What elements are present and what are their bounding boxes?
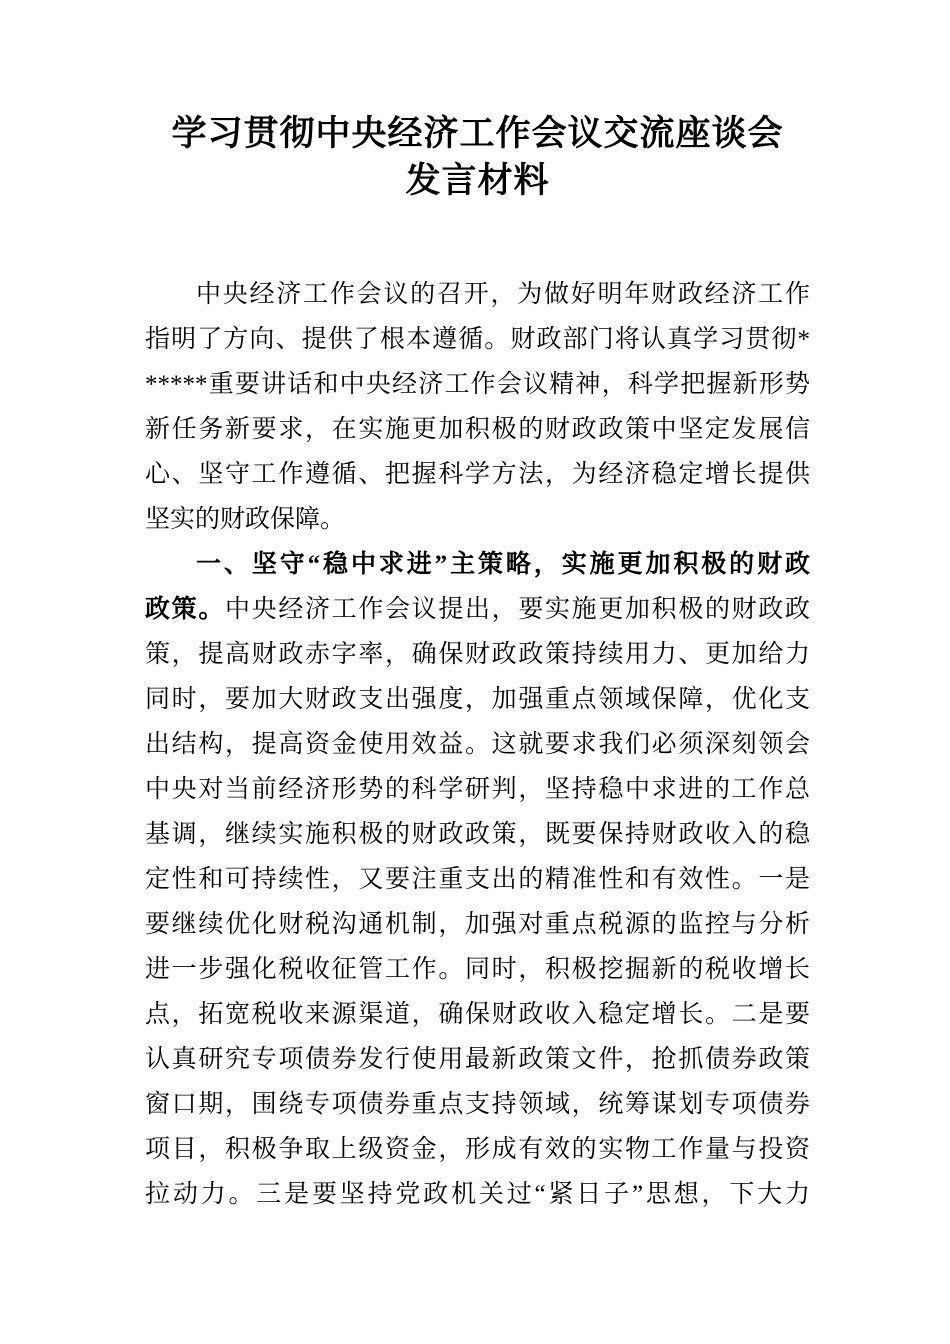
body-line: [145, 812, 810, 857]
body-line: [145, 452, 810, 497]
body-line: [145, 1082, 810, 1127]
body-line: [145, 992, 810, 1037]
text-segment: 认真研究专项债券发行使用最新政策文件，抢抓债券政策: [145, 1046, 810, 1073]
text-segment: 策，提高财政赤字率，确保财政政策持续用力、更加给力: [145, 641, 810, 668]
bold-text-segment: 一、坚守“稳中求进”主策略，实施更加积极的财政: [196, 551, 810, 578]
body-line: [145, 542, 810, 587]
document-body: [145, 272, 810, 1217]
text-segment: 新任务新要求，在实施更加积极的财政政策中坚定发展信: [145, 416, 810, 443]
body-line: [145, 632, 810, 677]
text-segment: 基调，继续实施积极的财政政策，既要保持财政收入的稳: [145, 821, 810, 848]
body-line: [145, 587, 810, 632]
body-line: [145, 1127, 810, 1172]
text-segment: 项目，积极争取上级资金，形成有效的实物工作量与投资: [145, 1136, 810, 1163]
body-line: [145, 272, 810, 317]
body-line: [145, 902, 810, 947]
body-line: [145, 677, 810, 722]
body-line: [145, 407, 810, 452]
title-line-1: 学习贯彻中央经济工作会议交流座谈会: [171, 114, 784, 153]
text-segment: 窗口期，围绕专项债券重点支持领域，统筹谋划专项债券: [145, 1091, 810, 1118]
bold-text-segment: 政策。: [145, 596, 225, 623]
text-segment: 中央经济工作会议的召开，为做好明年财政经济工作: [196, 281, 810, 308]
body-line: [145, 857, 810, 902]
text-segment: 中央经济工作会议提出，要实施更加积极的财政政: [225, 596, 810, 623]
body-line: [145, 722, 810, 767]
body-line: [145, 947, 810, 992]
document-title: [145, 110, 810, 204]
body-line: [145, 317, 810, 362]
text-segment: 心、坚守工作遵循、把握科学方法，为经济稳定增长提供: [145, 461, 810, 488]
text-segment: 要继续优化财税沟通机制，加强对重点税源的监控与分析: [145, 911, 810, 938]
text-segment: 出结构，提高资金使用效益。这就要求我们必须深刻领会: [145, 731, 810, 758]
body-line: [145, 1172, 810, 1217]
title-line-2: 发言材料: [405, 161, 550, 200]
text-segment: 同时，要加大财政支出强度，加强重点领域保障，优化支: [145, 686, 810, 713]
text-segment: 定性和可持续性，又要注重支出的精准性和有效性。一是: [145, 866, 810, 893]
body-line: [145, 497, 810, 542]
text-segment: 中央对当前经济形势的科学研判，坚持稳中求进的工作总: [145, 776, 810, 803]
text-segment: *****重要讲话和中央经济工作会议精神，科学把握新形势: [145, 371, 810, 398]
text-segment: 进一步强化税收征管工作。同时，积极挖掘新的税收增长: [145, 956, 810, 983]
body-line: [145, 1037, 810, 1082]
text-segment: 坚实的财政保障。: [145, 506, 346, 533]
text-segment: 点，拓宽税收来源渠道，确保财政收入稳定增长。二是要: [145, 1001, 810, 1028]
body-line: [145, 767, 810, 812]
text-segment: 指明了方向、提供了根本遵循。财政部门将认真学习贯彻*: [145, 326, 810, 353]
body-line: [145, 362, 810, 407]
text-segment: 拉动力。三是要坚持党政机关过“紧日子”思想，下大力: [145, 1181, 810, 1208]
